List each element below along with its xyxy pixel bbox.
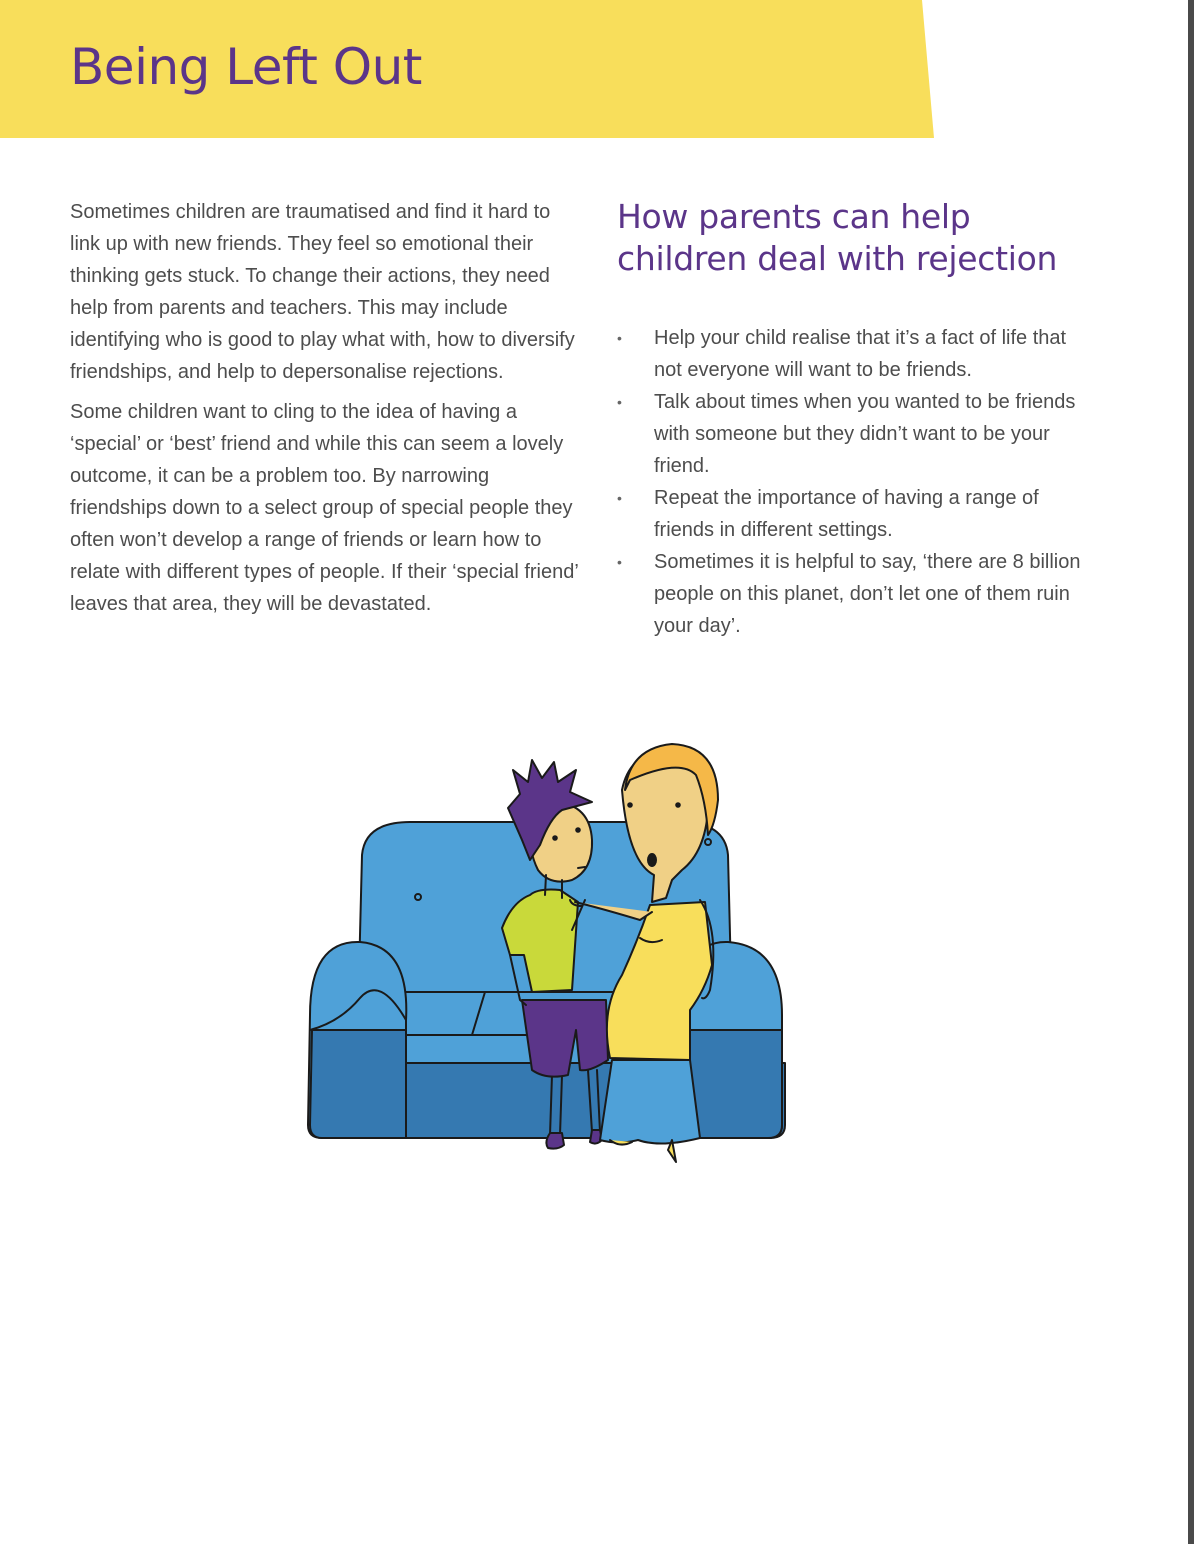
intro-paragraph-1: Sometimes children are traumatised and find it hard to link up with new friends. They feel so emotional their thinking gets stuck. To change their actions, they need help from parents and teachers. This may include identifying who is good to play what with, how to diversify friendships, and help to depersonalise rejections. xyxy=(70,201,575,383)
tip-text: Talk about times when you wanted to be friends with someone but they didn’t want to be your friend. xyxy=(654,391,1076,477)
tips-column xyxy=(617,196,1087,642)
intro-column xyxy=(70,196,580,628)
tip-text: Help your child realise that it’s a fact of life that not everyone will want to be friends. xyxy=(654,327,1067,381)
intro-paragraph-2: Some children want to cling to the idea of having a ‘special’ or ‘best’ friend and while this can seem a lovely outcome, it can be a problem too. By narrowing friendships down to a select group of special people they often won’t develop a range of friends or learn how to relate with different types of people. If their ‘special friend’ leaves that area, they will be devastated. xyxy=(70,401,579,615)
tip-text: Repeat the importance of having a range of friends in different settings. xyxy=(654,487,1039,541)
mother-trousers xyxy=(600,1060,700,1144)
parent-child-sofa-illustration xyxy=(300,730,800,1185)
section-heading: How parents can help children deal with rejection xyxy=(617,197,1058,278)
list-item xyxy=(617,546,1087,642)
list-item xyxy=(617,482,1087,546)
bullet-icon: • xyxy=(617,490,622,506)
title-banner xyxy=(0,0,940,140)
list-item xyxy=(617,386,1087,482)
tips-list xyxy=(617,322,1087,642)
sofa-illustration-svg xyxy=(300,730,800,1180)
bullet-icon: • xyxy=(617,394,622,410)
page-edge xyxy=(1188,0,1194,1544)
page-title: Being Left Out xyxy=(70,38,422,96)
bullet-icon: • xyxy=(617,554,622,570)
child-shorts xyxy=(522,1000,608,1077)
tip-text: Sometimes it is helpful to say, ‘there are 8 billion people on this planet, don’t let one of them ruin your day’. xyxy=(654,551,1081,637)
bullet-icon: • xyxy=(617,330,622,346)
list-item xyxy=(617,322,1087,386)
